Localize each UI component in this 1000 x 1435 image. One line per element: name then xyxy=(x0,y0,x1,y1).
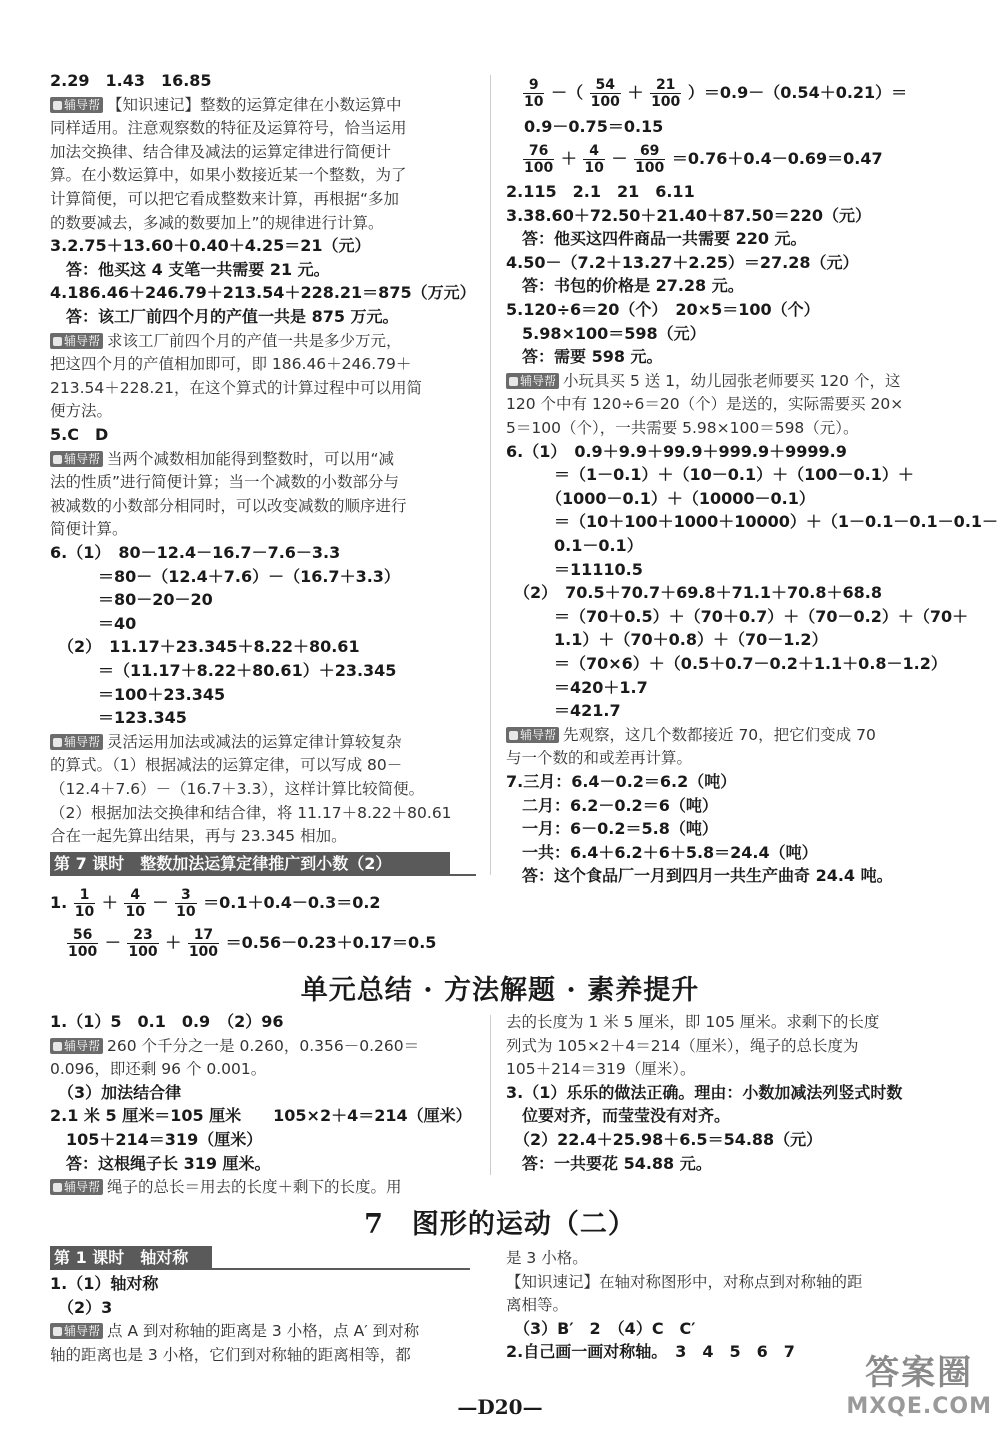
text-line: 3.2.75＋13.60＋0.40＋4.25＝21（元） xyxy=(50,236,371,256)
tutor-help-badge: 辅导帮 xyxy=(50,97,103,113)
helper-icon xyxy=(53,1183,62,1192)
helper-icon xyxy=(509,731,518,740)
helper-icon xyxy=(53,455,62,464)
lesson7-header-rule xyxy=(446,874,476,876)
text-line: 5＝100（个），一共需要 5.98×100＝598（元）。 xyxy=(506,419,859,437)
text-line: 6.（1） 80－12.4－16.7－7.6－3.3 xyxy=(50,543,341,562)
text-line: 105＋214＝319（厘米） xyxy=(50,1130,263,1149)
text-line: 5.C D xyxy=(50,425,109,444)
text-line: 120 个中有 120÷6＝20（个）是送的，实际需要买 20× xyxy=(506,395,904,414)
text-line: 3.38.60＋72.50＋21.40＋87.50＝220（元） xyxy=(506,205,872,225)
text-line: 去的长度为 1 米 5 厘米，即 105 厘米。求剩下的长度 xyxy=(506,1013,880,1031)
fraction: $\frac{54}{100}$ xyxy=(590,77,620,110)
text-line: 便方法。 xyxy=(50,402,113,421)
text-line: 合在一起先算出结果，再与 23.345 相加。 xyxy=(50,827,347,846)
fraction: $\frac{21}{100}$ xyxy=(651,77,681,110)
text-line: 的数要减去，多减的数要加上”的规律进行计算。 xyxy=(50,213,384,232)
text-line: ＝100＋23.345 xyxy=(50,684,226,704)
text-line: ＝11110.5 xyxy=(506,559,643,579)
text-line: ＝（10＋100＋1000＋10000）＋（1－0.1－0.1－0.1－ xyxy=(506,512,999,532)
text-line: ＝421.7 xyxy=(506,701,621,721)
text-line: 辅导帮 【知识速记】整数的运算定律在小数运算中 xyxy=(50,94,402,116)
text-line: 答：一共要花 54.88 元。 xyxy=(506,1153,712,1173)
chapter-title: 7 图形的运动（二） xyxy=(364,1209,636,1240)
helper-icon xyxy=(509,377,518,386)
column-divider-summary xyxy=(490,1015,491,1175)
text-line: 是 3 小格。 xyxy=(506,1249,588,1267)
fraction: $\frac{4}{10}$ xyxy=(125,887,145,920)
lesson7-q1-line2: $\frac{56}{100}$ － $\frac{23}{100}$ ＋ $\frac{17}{100}$ ＝0.56－0.23＋0.17＝0.5 xyxy=(68,927,437,960)
text-line: 辅导帮 先观察，这几个数都接近 70，把它们变成 70 xyxy=(506,724,876,746)
text-line: 4.50－（7.2＋13.27＋2.25）＝27.28（元） xyxy=(506,252,859,272)
text-line: （2） 70.5＋70.7＋69.8＋71.1＋70.8＋68.8 xyxy=(506,583,882,603)
fraction: $\frac{56}{100}$ xyxy=(68,927,98,960)
text-line: （3）加法结合律 xyxy=(50,1082,182,1102)
text-line: 被减数的小数部分相同时，可以改变减数的顺序进行 xyxy=(50,496,407,515)
text-line: 加法交换律、结合律及减法的运算定律进行简便计 xyxy=(50,142,392,161)
helper-icon xyxy=(53,337,62,346)
watermark-logo: 答案圈 MXQE.COM xyxy=(846,1353,992,1419)
text-line: 二月：6.2－0.2＝6（吨） xyxy=(506,795,718,815)
text-line: （1000－0.1）＋（10000－0.1） xyxy=(506,488,815,508)
text-line: 5.98×100＝598（元） xyxy=(506,323,706,343)
text-line: 2.自己画一画对称轴。 3 4 5 6 7 xyxy=(506,1342,795,1362)
column-divider-top xyxy=(490,75,491,875)
text-line: 把这四个月的产值相加即可，即 186.46＋246.79＋ xyxy=(50,355,412,374)
text-line: 辅导帮 点 A 到对称轴的距离是 3 小格，点 A′ 到对称 xyxy=(50,1320,419,1342)
right-frac-line3: $\frac{76}{100}$ ＋ $\frac{4}{10}$ － $\frac{69}{100}$ ＝0.76＋0.4－0.69＝0.47 xyxy=(524,143,883,176)
fraction: $\frac{1}{10}$ xyxy=(74,887,95,920)
text-line: 5.120÷6＝20（个） 20×5＝100（个） xyxy=(506,300,820,319)
fraction: $\frac{9}{10}$ xyxy=(524,77,544,110)
text-line: 一共：6.4＋6.2＋6＋5.8＝24.4（吨） xyxy=(506,842,818,862)
fraction: $\frac{3}{10}$ xyxy=(176,887,196,920)
lesson1-header-rule xyxy=(208,1268,470,1270)
text-line: 【知识速记】在轴对称图形中，对称点到对称轴的距 xyxy=(506,1272,863,1291)
text-line: 1.（1）5 0.1 0.9 （2）96 xyxy=(50,1012,284,1031)
text-line: 辅导帮 灵活运用加法或减法的运算定律计算较复杂 xyxy=(50,731,402,753)
lesson1-title: 第 1 课时 轴对称 xyxy=(54,1248,189,1267)
helper-icon xyxy=(53,1327,62,1336)
text-line: ＝123.345 xyxy=(50,708,187,728)
text-line: 轴的距离也是 3 小格，它们到对称轴的距离相等，都 xyxy=(50,1345,411,1364)
tutor-help-badge: 辅导帮 xyxy=(50,1323,103,1339)
text-line: 辅导帮 260 个千分之一是 0.260，0.356－0.260＝ xyxy=(50,1035,419,1057)
tutor-help-badge: 辅导帮 xyxy=(50,451,103,467)
tutor-help-badge: 辅导帮 xyxy=(506,373,559,389)
right-frac-line1: $\frac{9}{10}$ －（ $\frac{54}{100}$ ＋ $\frac{21}{100}$ ）＝0.9－（0.54＋0.21）＝ xyxy=(524,77,908,110)
unit-summary-title: 单元总结 · 方法解题 · 素养提升 xyxy=(300,975,700,1006)
text-line: 辅导帮 当两个减数相加能得到整数时，可以用“减 xyxy=(50,448,394,470)
text-line: 答：该工厂前四个月的产值一共是 875 万元。 xyxy=(50,307,399,326)
fraction: $\frac{76}{100}$ xyxy=(524,143,554,176)
text-line: 2.115 2.1 21 6.11 xyxy=(506,182,695,201)
text-line: 同样适用。注意观察数的特征及运算符号，恰当运用 xyxy=(50,119,407,138)
text-line: ＝80－（12.4＋7.6）－（16.7＋3.3） xyxy=(50,566,400,586)
text-line: 答：书包的价格是 27.28 元。 xyxy=(506,276,744,296)
tutor-help-badge: 辅导帮 xyxy=(50,333,103,349)
text-line: ＝（70×6）＋（0.5＋0.7－0.2＋1.1＋0.8－1.2） xyxy=(506,654,947,673)
lesson7-header xyxy=(50,852,450,876)
text-line: 0.1－0.1） xyxy=(506,536,643,555)
text-line: （2）根据加法交换律和结合律，将 11.17＋8.22＋80.61 xyxy=(50,803,452,822)
text-line: ＝420＋1.7 xyxy=(506,677,648,697)
text-line: ＝80－20－20 xyxy=(50,590,213,610)
text-line: 与一个数的和或差再计算。 xyxy=(506,749,693,768)
text-line: 1.1）＋（70＋0.8）＋（70－1.2） xyxy=(506,630,828,650)
helper-icon xyxy=(53,101,62,110)
fraction: $\frac{69}{100}$ xyxy=(635,143,665,176)
text-line: 105＋214＝319（厘米）。 xyxy=(506,1060,696,1079)
tutor-help-badge: 辅导帮 xyxy=(50,1038,103,1054)
text-line: 213.54＋228.21，在这个算式的计算过程中可以用简 xyxy=(50,378,422,397)
text-line: 的算式。（1）根据减法的运算定律，可以写成 80－ xyxy=(50,756,403,775)
text-line: 答：他买这四件商品一共需要 220 元。 xyxy=(506,229,807,249)
text-line: 简便计算。 xyxy=(50,520,128,539)
text-line: （3）B′ 2 （4）C C′ xyxy=(506,1318,696,1338)
fraction: $\frac{4}{10}$ xyxy=(584,143,604,176)
text-line: 3.（1）乐乐的做法正确。理由：小数加减法列竖式时数 xyxy=(506,1082,903,1102)
text-line: 2.29 1.43 16.85 xyxy=(50,71,212,90)
text-line: 辅导帮 小玩具买 5 送 1，幼儿园张老师要买 120 个，这 xyxy=(506,370,900,392)
text-line: ＝（11.17＋8.22＋80.61）＋23.345 xyxy=(50,661,397,680)
text-line: （2）22.4＋25.98＋6.5＝54.88（元） xyxy=(506,1130,823,1149)
text-line: 答：需要 598 元。 xyxy=(506,347,663,367)
right-frac-line2: 0.9－0.75＝0.15 xyxy=(524,117,664,136)
text-line: 答：这个食品厂一月到四月一共生产曲奇 24.4 吨。 xyxy=(506,866,893,886)
lesson1-header xyxy=(50,1246,212,1270)
text-line: 1.（1）轴对称 xyxy=(50,1274,159,1293)
text-line: 离相等。 xyxy=(506,1296,569,1315)
text-line: 算。在小数运算中，如果小数接近某一个整数，为了 xyxy=(50,166,407,185)
helper-icon xyxy=(53,1042,62,1051)
fraction: $\frac{23}{100}$ xyxy=(128,927,158,960)
text-line: ＝40 xyxy=(50,613,137,633)
text-line: 列式为 105×2＋4＝214（厘米），绳子的总长度为 xyxy=(506,1036,859,1055)
fraction: $\frac{17}{100}$ xyxy=(188,927,219,960)
text-line: （2） 11.17＋23.345＋8.22＋80.61 xyxy=(50,637,360,657)
text-line: 2.1 米 5 厘米＝105 厘米 105×2＋4＝214（厘米） xyxy=(50,1106,472,1126)
text-line: 7.三月：6.4－0.2＝6.2（吨） xyxy=(506,772,737,791)
page-number: —D20— xyxy=(457,1395,543,1419)
text-line: （2）3 xyxy=(50,1297,113,1317)
text-line: 答：这根绳子长 319 厘米。 xyxy=(50,1153,271,1173)
tutor-help-badge: 辅导帮 xyxy=(50,734,103,750)
helper-icon xyxy=(53,738,62,747)
text-line: （12.4＋7.6）－（16.7＋3.3），这样计算比较简便。 xyxy=(50,780,425,798)
tutor-help-badge: 辅导帮 xyxy=(506,727,559,743)
text-line: 辅导帮 绳子的总长＝用去的长度＋剩下的长度。用 xyxy=(50,1176,402,1198)
text-line: ＝（70＋0.5）＋（70＋0.7）＋（70－0.2）＋（70＋ xyxy=(506,606,969,626)
lesson7-title: 第 7 课时 整数加法运算定律推广到小数（2） xyxy=(54,854,392,873)
text-line: 一月：6－0.2＝5.8（吨） xyxy=(506,819,718,839)
text-line: 4.186.46＋246.79＋213.54＋228.21＝875（万元） xyxy=(50,283,476,303)
text-line: 辅导帮 求该工厂前四个月的产值一共是多少万元， xyxy=(50,330,402,352)
text-line: 6.（1） 0.9＋9.9＋99.9＋999.9＋9999.9 xyxy=(506,441,847,461)
text-line: 答：他买这 4 支笔一共需要 21 元。 xyxy=(50,259,330,279)
lesson7-q1-line1: 1. $\frac{1}{10}$ ＋ $\frac{4}{10}$ － $\frac{3}{10}$ ＝0.1＋0.4－0.3＝0.2 xyxy=(50,887,381,920)
tutor-help-badge: 辅导帮 xyxy=(50,1179,103,1195)
text-line: 0.096，即还剩 96 个 0.001。 xyxy=(50,1060,267,1079)
text-line: 法的性质”进行简便计算；当一个减数的小数部分与 xyxy=(50,473,400,492)
text-line: 位要对齐，而莹莹没有对齐。 xyxy=(506,1106,731,1126)
text-line: 计算简便，可以把它看成整数来计算，再根据“多加 xyxy=(50,190,400,208)
text-line: ＝（1－0.1）＋（10－0.1）＋（100－0.1）＋ xyxy=(506,465,914,485)
